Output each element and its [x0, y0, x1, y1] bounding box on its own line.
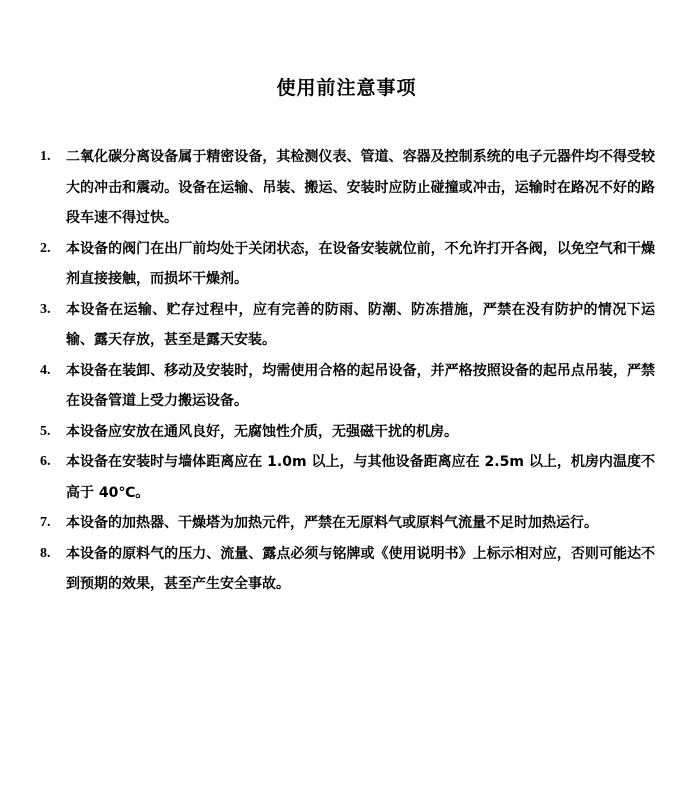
- item-number: 7.: [40, 515, 51, 530]
- list-item: [40, 447, 655, 508]
- item-number: 3.: [40, 301, 51, 317]
- item-text: 本设备的阀门在出厂前均处于关闭状态，在设备安装就位前，不允许打开各阀，以免空气和干燥剂直接接触，而损坏干燥剂。: [66, 240, 655, 287]
- notice-list: [40, 142, 655, 600]
- item-text: 本设备的原料气的压力、流量、露点必须与铭牌或《使用说明书》上标示相对应，否则可能达不到预期的效果，甚至产生安全事故。: [66, 545, 655, 592]
- item-number: 4.: [40, 362, 51, 378]
- item-text: 本设备应安放在通风良好，无腐蚀性介质，无强磁干扰的机房。: [66, 423, 458, 440]
- list-item: [40, 417, 655, 448]
- item-text: 二氧化碳分离设备属于精密设备，其检测仪表、管道、容器及控制系统的电子元器件均不得受较大的冲击和震动。设备在运输、吊装、搬运、安装时应防止碰撞或冲击，运输时在路况不好的路段车速不得过快。: [66, 149, 655, 226]
- list-item: [40, 356, 655, 417]
- item-number: 8.: [40, 545, 51, 561]
- item-number: 2.: [40, 240, 51, 256]
- item-text: 本设备在运输、贮存过程中，应有完善的防雨、防潮、防冻措施，严禁在没有防护的情况下运输、露天存放，甚至是露天安装。: [66, 301, 655, 348]
- item-number: 5.: [40, 423, 51, 439]
- item-text: 本设备在装卸、移动及安装时，均需使用合格的起吊设备，并严格按照设备的起吊点吊装，严禁在设备管道上受力搬运设备。: [66, 362, 655, 409]
- list-item: [40, 508, 655, 539]
- list-item: [40, 295, 655, 356]
- list-item: [40, 234, 655, 295]
- item-text: 本设备在安装时与墙体距离应在 1.0m 以上，与其他设备距离应在 2.5m 以上，机房内温度不高于 40℃。: [66, 454, 655, 501]
- item-text: 本设备的加热器、干燥塔为加热元件，严禁在无原料气或原料气流量不足时加热运行。: [66, 515, 598, 531]
- list-item: [40, 539, 655, 600]
- list-item: [40, 142, 655, 234]
- item-number: 6.: [40, 454, 51, 469]
- page-title: 使用前注意事项: [276, 77, 417, 99]
- item-number: 1.: [40, 149, 51, 164]
